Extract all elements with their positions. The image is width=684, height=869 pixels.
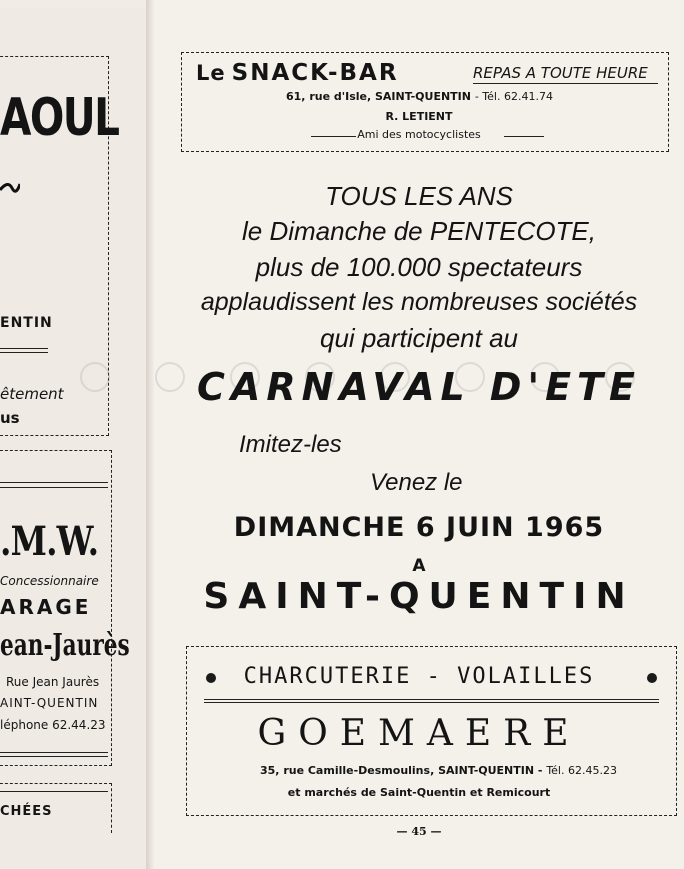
main-line-3: plus de 100.000 spectateurs [255, 252, 583, 282]
bmw-address: Rue Jean Jaurès [6, 675, 100, 689]
imitez-text: Imitez-les [239, 431, 342, 458]
bmw-street-name: ean-Jaurès [0, 628, 130, 663]
heading-divider [204, 702, 659, 703]
snack-bar-motto: Ami des motocyclistes [357, 128, 481, 141]
bmw-city: AINT-QUENTIN [0, 696, 99, 710]
snack-bar-owner: R. LETIENT [385, 110, 453, 123]
main-line-1: TOUS LES ANS [325, 181, 513, 211]
goemaere-contact [260, 764, 617, 777]
raoul-ad-city: ENTIN [0, 315, 53, 331]
bmw-concession: Concessionnaire [0, 574, 99, 588]
carnaval-title: CARNAVAL D'ETE [197, 365, 641, 409]
divider [0, 756, 108, 757]
divider [0, 482, 108, 483]
goemaere-markets: et marchés de Saint-Quentin et Remicourt [287, 786, 551, 799]
squiggle-icon [0, 176, 20, 198]
snack-bar-phone: Tél. 62.41.74 [482, 90, 553, 103]
bmw-title: .M.W. [0, 518, 99, 565]
snack-bar-address: 61, rue d'Isle, SAINT-QUENTIN [286, 90, 471, 103]
bmw-garage: ARAGE [0, 595, 92, 619]
goemaere-name: GOEMAERE [257, 713, 581, 754]
tagline-underline [473, 83, 658, 84]
goemaere-phone: Tél. 62.45.23 [546, 764, 617, 777]
divider [0, 487, 108, 488]
raoul-ad-title: AOUL [0, 88, 119, 148]
snack-bar-title [196, 60, 399, 86]
snack-bar-prefix: Le [196, 61, 226, 85]
goemaere-heading: CHARCUTERIE - VOLAILLES [243, 664, 595, 689]
raoul-ad-line2: us [0, 409, 20, 427]
divider [0, 348, 48, 349]
goemaere-address: 35, rue Camille-Desmoulins, SAINT-QUENTIN - [260, 764, 543, 777]
page-number: — 45 — [396, 825, 442, 838]
left-page [0, 8, 150, 869]
city-title: SAINT-QUENTIN [203, 576, 635, 617]
divider [0, 791, 108, 792]
divider [0, 752, 108, 753]
motto-line-right [504, 136, 544, 137]
raoul-ad-line1: êtement [0, 385, 64, 403]
main-line-4: applaudissent les nombreuses sociétés [200, 288, 638, 316]
a-text: A [412, 556, 426, 576]
heading-divider [204, 699, 659, 700]
book-spine [146, 0, 154, 869]
snack-bar-name: SNACK-BAR [231, 60, 399, 86]
venez-text: Venez le [370, 469, 463, 496]
snack-bar-tagline: REPAS A TOUTE HEURE [473, 64, 648, 82]
divider [0, 352, 48, 353]
main-line-5: qui participent au [319, 323, 519, 353]
event-date: DIMANCHE 6 JUIN 1965 [233, 512, 605, 543]
bottom-ad-fragment: CHÉES [0, 804, 53, 819]
bullet-right-icon [647, 673, 657, 683]
snack-bar-contact: 61, rue d'Isle, SAINT-QUENTIN - Tél. 62.41.74 [286, 90, 553, 103]
main-line-2: le Dimanche de PENTECOTE, [241, 216, 596, 246]
bmw-phone: léphone 62.44.23 [0, 718, 106, 732]
